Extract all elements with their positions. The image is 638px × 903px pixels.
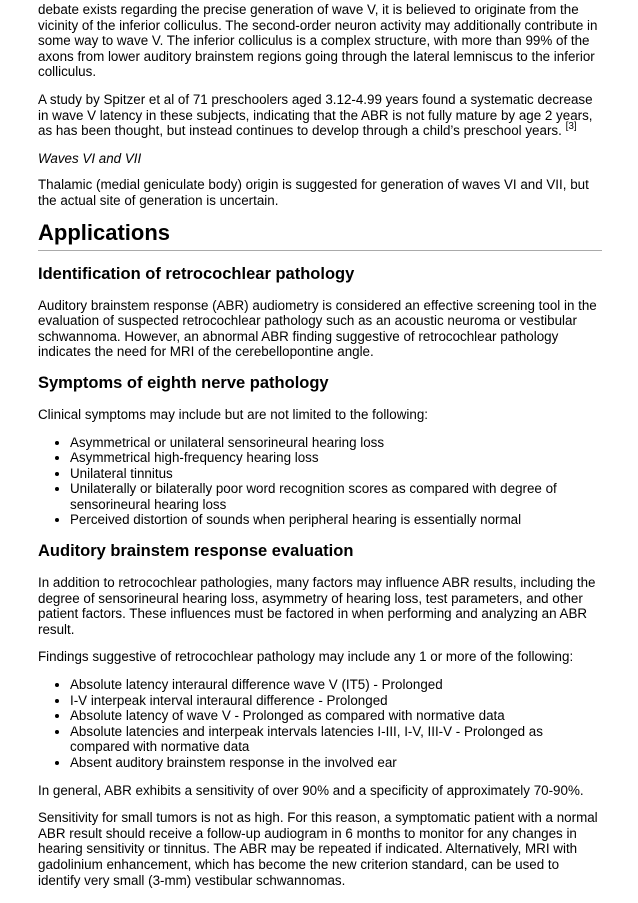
list-item: • Asymmetrical high-frequency hearing loss bbox=[70, 450, 602, 466]
list-item: • Unilaterally or bilaterally poor word recognition scores as compared with degree of sensorineural hearing loss bbox=[70, 481, 602, 512]
waves-vi-vii-subtitle: Waves VI and VII bbox=[38, 150, 142, 166]
abr-factors-paragraph: In addition to retrocochlear pathologies, many factors may influence ABR results, including the degree of sensorineural hearing loss, asymmetry of hearing loss, test parameters, and other patient factors. These influences must be factored in when performing and analyzing an ABR result. bbox=[38, 575, 596, 637]
list-item: • Unilateral tinnitus bbox=[70, 466, 602, 482]
symptoms-heading: Symptoms of eighth nerve pathology bbox=[38, 373, 329, 392]
spitzer-study-paragraph bbox=[38, 92, 602, 139]
list-item: • Absolute latencies and interpeak intervals latencies I-III, I-V, III-V - Prolonged as compared with normative data bbox=[70, 724, 602, 755]
symptoms-intro: Clinical symptoms may include but are not limited to the following: bbox=[38, 406, 428, 422]
list-item: • Asymmetrical or unilateral sensorineural hearing loss bbox=[70, 435, 602, 451]
applications-heading: Applications bbox=[38, 220, 602, 251]
findings-list bbox=[38, 677, 602, 771]
list-item: • Perceived distortion of sounds when peripheral hearing is essentially normal bbox=[70, 512, 602, 528]
findings-intro: Findings suggestive of retrocochlear pathology may include any 1 or more of the following: bbox=[38, 649, 574, 665]
sensitivity-paragraph: In general, ABR exhibits a sensitivity of over 90% and a specificity of approximately 70-90%. bbox=[38, 782, 584, 798]
list-item: • I-V interpeak interval interaural difference - Prolonged bbox=[70, 693, 602, 709]
list-item: • Absolute latency interaural difference wave V (IT5) - Prolonged bbox=[70, 677, 602, 693]
symptoms-list bbox=[38, 435, 602, 529]
retrocochlear-heading: Identification of retrocochlear pathology bbox=[38, 264, 355, 283]
list-item: • Absolute latency of wave V - Prolonged as compared with normative data bbox=[70, 708, 602, 724]
citation-link[interactable]: [3] bbox=[565, 121, 577, 133]
small-tumors-paragraph: Sensitivity for small tumors is not as high. For this reason, a symptomatic patient with a normal ABR result should receive a follow-up audiogram in 6 months to monitor for any changes in hearing sensitivity or tinnitus. The ABR may be repeated if indicated. Alternatively, MRI with gadolinium enhancement, which has become the new criterion standard, can be used to identify very small (3-mm) vestibular schwannomas. bbox=[38, 810, 598, 888]
wave-v-paragraph: debate exists regarding the precise generation of wave V, it is believed to originate from the vicinity of the inferior colliculus. The second-order neuron activity may additionally contribute in some way to wave V. The inferior colliculus is a complex structure, with more than 99% of the axons from lower auditory brainstem regions going through the lateral lemniscus to the inferior colliculus. bbox=[38, 2, 598, 80]
retrocochlear-paragraph: Auditory brainstem response (ABR) audiometry is considered an effective screening tool in the evaluation of suspected retrocochlear pathology such as an acoustic neuroma or vestibular schwannoma. However, an abnormal ABR finding suggestive of retrocochlear pathology indicates the need for MRI of the cerebellopontine angle. bbox=[38, 297, 597, 360]
spitzer-study-text: A study by Spitzer et al of 71 preschoolers aged 3.12-4.99 years found a systematic decrease in wave V latency in these subjects, indicating that the ABR is not fully mature by age 2 years, as has been thought, but instead continues to develop through a child’s preschool years. bbox=[38, 91, 593, 139]
waves-vi-vii-paragraph: Thalamic (medial geniculate body) origin is suggested for generation of waves VI and VII, but the actual site of generation is uncertain. bbox=[38, 177, 589, 208]
abr-evaluation-heading: Auditory brainstem response evaluation bbox=[38, 542, 354, 561]
list-item: • Absent auditory brainstem response in the involved ear bbox=[70, 755, 602, 771]
